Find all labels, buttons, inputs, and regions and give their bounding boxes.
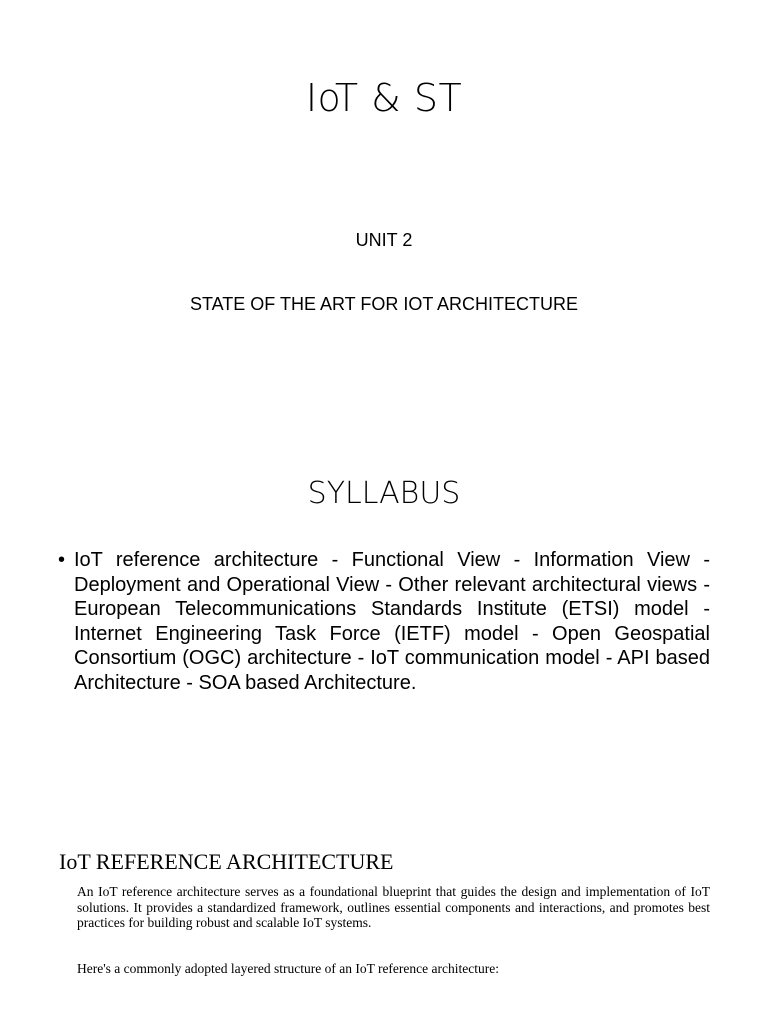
- section-heading: IoT REFERENCE ARCHITECTURE: [59, 849, 394, 874]
- bullet-icon: •: [58, 549, 66, 571]
- unit-subtitle: STATE OF THE ART FOR IOT ARCHITECTURE: [189, 294, 579, 314]
- syllabus-bullet: [58, 548, 710, 695]
- unit-label: UNIT 2: [355, 230, 413, 250]
- intro-paragraph: An IoT reference architecture serves as a foundational blueprint that guides the design and implementation of IoT solutions. It provides a standardized framework, outlines essential components and interactions, and promotes best practices for building robust and scalable IoT systems.: [77, 884, 710, 930]
- presentation-title: IoT & ST: [305, 76, 463, 120]
- reference-architecture-slide: [0, 840, 768, 1024]
- layered-structure-paragraph: Here's a commonly adopted layered structure of an IoT reference architecture:: [77, 961, 499, 976]
- syllabus-slide: [0, 400, 768, 840]
- syllabus-title: SYLLABUS: [307, 476, 461, 511]
- title-slide: [0, 0, 768, 400]
- syllabus-text: IoT reference architecture - Functional View - Information View - Deployment and Operational View - Other relevant architectural views - European Telecommunications Standards Institute (ETSI) model - Internet Engineering Task Force (IETF) model - Open Geospatial Consortium (OGC) architecture - IoT communication model - API based Architecture - SOA based Architecture.: [74, 549, 710, 694]
